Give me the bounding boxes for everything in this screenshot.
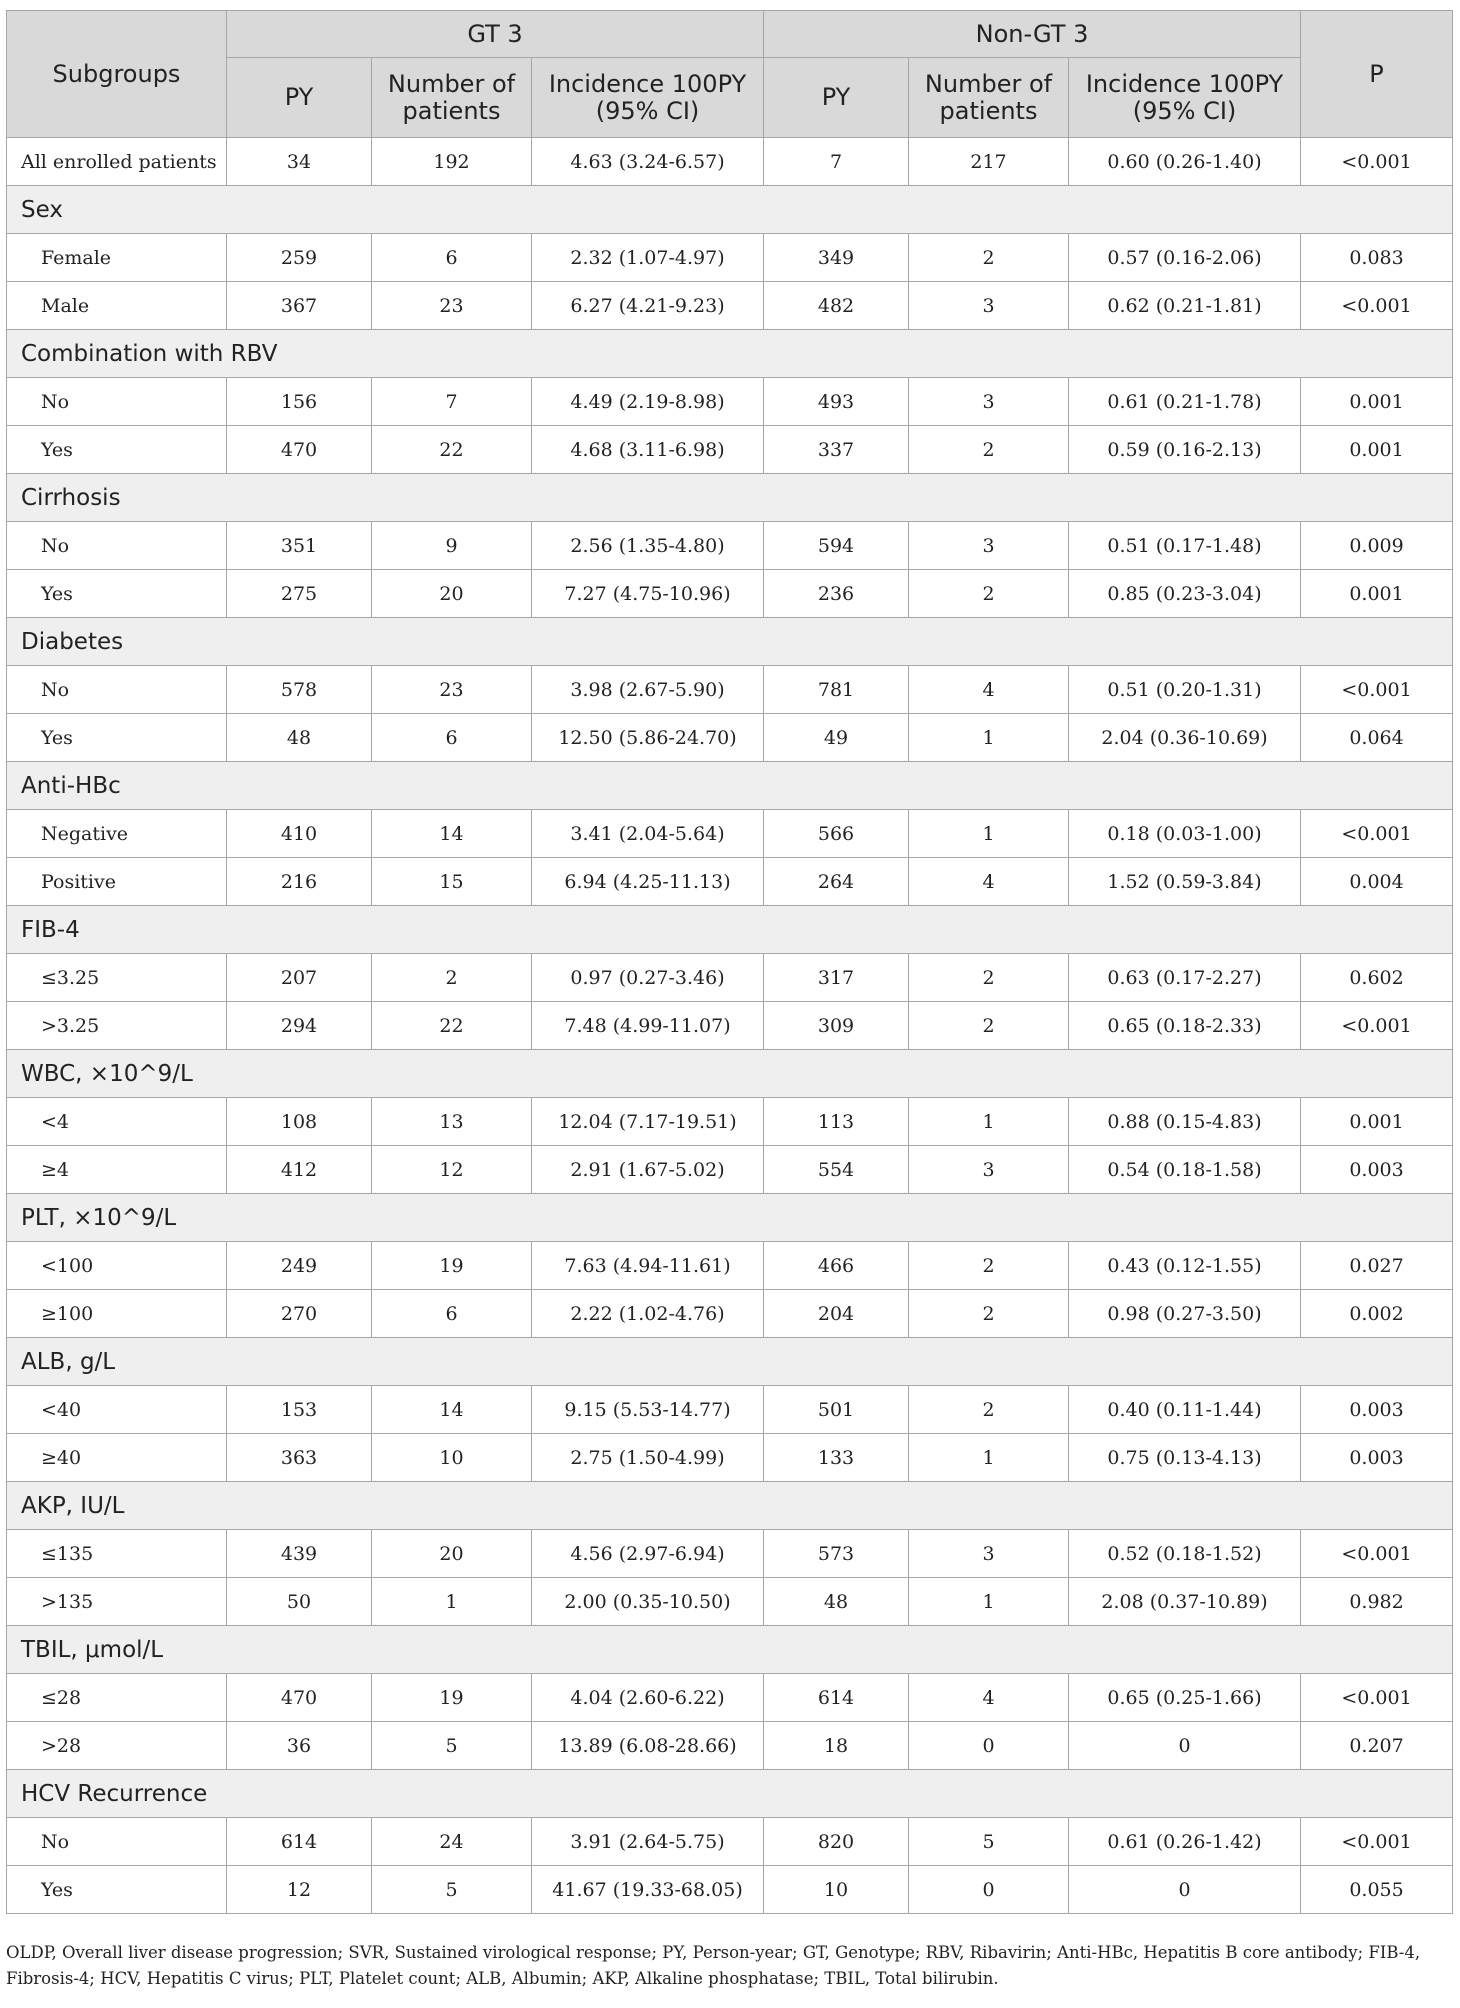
gt3-incidence-cell: 12.04 (7.17-19.51)	[532, 1098, 764, 1146]
nongt3-patients-cell: 4	[909, 858, 1069, 906]
nongt3-incidence-cell: 0.51 (0.17-1.48)	[1069, 522, 1301, 570]
table-row	[7, 1146, 1453, 1194]
gt3-py-cell: 294	[227, 1002, 372, 1050]
nongt3-incidence-cell: 1.52 (0.59-3.84)	[1069, 858, 1301, 906]
gt3-incidence-cell: 3.91 (2.64-5.75)	[532, 1818, 764, 1866]
table-row	[7, 1530, 1453, 1578]
table-row	[7, 1434, 1453, 1482]
p-value-cell: 0.009	[1301, 522, 1453, 570]
table-body	[7, 138, 1453, 1914]
gt3-patients-cell: 23	[372, 666, 532, 714]
gt3-patients-cell: 2	[372, 954, 532, 1002]
table-row	[7, 570, 1453, 618]
table-footnote: OLDP, Overall liver disease progression; SVR, Sustained virological response; PY, Person-year; GT, Genotype; RBV, Ribavirin; Anti-HBc, Hepatitis B core antibody; FIB-4, Fibrosis-4; HCV, Hepatitis C virus; PLT, Platelet count; ALB, Albumin; AKP, Alkaline phosphatase; TBIL, Total bilirubin.	[6, 1943, 1421, 1988]
gt3-py-cell: 439	[227, 1530, 372, 1578]
group-header-row	[7, 330, 1453, 378]
row-label: ≥40	[7, 1434, 227, 1482]
group-header-row	[7, 1482, 1453, 1530]
nongt3-py-cell: 594	[764, 522, 909, 570]
gt3-py-cell: 249	[227, 1242, 372, 1290]
nongt3-patients-cell: 2	[909, 234, 1069, 282]
table-row	[7, 522, 1453, 570]
gt3-incidence-cell: 7.27 (4.75-10.96)	[532, 570, 764, 618]
gt3-incidence-cell: 4.63 (3.24-6.57)	[532, 138, 764, 186]
gt3-patients-cell: 1	[372, 1578, 532, 1626]
nongt3-patients-cell: 5	[909, 1818, 1069, 1866]
table-row	[7, 810, 1453, 858]
table-row	[7, 138, 1453, 186]
group-header-row	[7, 186, 1453, 234]
p-value-cell: 0.001	[1301, 426, 1453, 474]
row-label: >28	[7, 1722, 227, 1770]
row-label: Negative	[7, 810, 227, 858]
p-value-cell: 0.003	[1301, 1434, 1453, 1482]
p-value-cell: 0.002	[1301, 1290, 1453, 1338]
nongt3-header: Non-GT 3	[764, 11, 1301, 58]
gt3-incidence-cell: 2.32 (1.07-4.97)	[532, 234, 764, 282]
gt3-incidence-cell: 2.56 (1.35-4.80)	[532, 522, 764, 570]
gt3-patients-cell: 7	[372, 378, 532, 426]
row-label: All enrolled patients	[7, 138, 227, 186]
gt3-incidence-cell: 4.04 (2.60-6.22)	[532, 1674, 764, 1722]
gt3-py-cell: 48	[227, 714, 372, 762]
group-label: Sex	[7, 186, 1453, 234]
nongt3-incidence-header: Incidence 100PY (95% CI)	[1069, 58, 1301, 138]
nongt3-patients-cell: 2	[909, 954, 1069, 1002]
gt3-patients-header: Number of patients	[372, 58, 532, 138]
nongt3-incidence-cell: 0.60 (0.26-1.40)	[1069, 138, 1301, 186]
p-value-cell: 0.055	[1301, 1866, 1453, 1914]
gt3-patients-cell: 19	[372, 1242, 532, 1290]
nongt3-incidence-cell: 0.61 (0.21-1.78)	[1069, 378, 1301, 426]
row-label: ≤3.25	[7, 954, 227, 1002]
gt3-py-cell: 216	[227, 858, 372, 906]
row-label: Male	[7, 282, 227, 330]
row-label: ≤28	[7, 1674, 227, 1722]
gt3-incidence-cell: 3.98 (2.67-5.90)	[532, 666, 764, 714]
row-label: >135	[7, 1578, 227, 1626]
group-header-row	[7, 618, 1453, 666]
gt3-py-cell: 275	[227, 570, 372, 618]
gt3-patients-cell: 20	[372, 1530, 532, 1578]
nongt3-py-cell: 493	[764, 378, 909, 426]
nongt3-incidence-cell: 0.43 (0.12-1.55)	[1069, 1242, 1301, 1290]
gt3-py-cell: 410	[227, 810, 372, 858]
incidence-table	[6, 10, 1453, 1914]
table-row	[7, 1674, 1453, 1722]
nongt3-incidence-cell: 0.51 (0.20-1.31)	[1069, 666, 1301, 714]
gt3-py-cell: 367	[227, 282, 372, 330]
row-label: No	[7, 666, 227, 714]
p-value-cell: 0.027	[1301, 1242, 1453, 1290]
table-container	[6, 10, 1452, 1914]
gt3-patients-cell: 6	[372, 1290, 532, 1338]
row-label: No	[7, 1818, 227, 1866]
nongt3-py-cell: 18	[764, 1722, 909, 1770]
p-value-cell: <0.001	[1301, 1818, 1453, 1866]
nongt3-incidence-cell: 0	[1069, 1722, 1301, 1770]
gt3-patients-cell: 22	[372, 1002, 532, 1050]
row-label: >3.25	[7, 1002, 227, 1050]
nongt3-patients-cell: 1	[909, 714, 1069, 762]
nongt3-patients-cell: 2	[909, 570, 1069, 618]
gt3-py-cell: 270	[227, 1290, 372, 1338]
row-label: ≥4	[7, 1146, 227, 1194]
table-row	[7, 666, 1453, 714]
nongt3-incidence-cell: 0.85 (0.23-3.04)	[1069, 570, 1301, 618]
table-row	[7, 1386, 1453, 1434]
row-label: Yes	[7, 426, 227, 474]
table-row	[7, 378, 1453, 426]
gt3-patients-cell: 20	[372, 570, 532, 618]
nongt3-py-cell: 236	[764, 570, 909, 618]
gt3-py-cell: 412	[227, 1146, 372, 1194]
nongt3-py-cell: 566	[764, 810, 909, 858]
p-value-cell: <0.001	[1301, 138, 1453, 186]
nongt3-incidence-cell: 0.75 (0.13-4.13)	[1069, 1434, 1301, 1482]
gt3-patients-cell: 23	[372, 282, 532, 330]
group-label: TBIL, μmol/L	[7, 1626, 1453, 1674]
row-label: <100	[7, 1242, 227, 1290]
gt3-py-header: PY	[227, 58, 372, 138]
p-value-cell: <0.001	[1301, 666, 1453, 714]
gt3-incidence-cell: 4.68 (3.11-6.98)	[532, 426, 764, 474]
table-row	[7, 426, 1453, 474]
group-label: WBC, ×10^9/L	[7, 1050, 1453, 1098]
p-header: P	[1301, 11, 1453, 138]
table-row	[7, 234, 1453, 282]
table-row	[7, 1002, 1453, 1050]
group-header-row	[7, 1050, 1453, 1098]
gt3-incidence-cell: 4.49 (2.19-8.98)	[532, 378, 764, 426]
gt3-header: GT 3	[227, 11, 764, 58]
nongt3-py-cell: 133	[764, 1434, 909, 1482]
nongt3-incidence-cell: 0.65 (0.18-2.33)	[1069, 1002, 1301, 1050]
gt3-incidence-cell: 13.89 (6.08-28.66)	[532, 1722, 764, 1770]
gt3-incidence-cell: 2.22 (1.02-4.76)	[532, 1290, 764, 1338]
table-row	[7, 714, 1453, 762]
gt3-patients-cell: 6	[372, 714, 532, 762]
gt3-incidence-cell: 3.41 (2.04-5.64)	[532, 810, 764, 858]
nongt3-patients-cell: 3	[909, 1530, 1069, 1578]
group-label: AKP, IU/L	[7, 1482, 1453, 1530]
p-value-cell: 0.001	[1301, 1098, 1453, 1146]
p-value-cell: 0.064	[1301, 714, 1453, 762]
nongt3-patients-cell: 1	[909, 1578, 1069, 1626]
nongt3-incidence-cell: 0.57 (0.16-2.06)	[1069, 234, 1301, 282]
group-header-row	[7, 1338, 1453, 1386]
row-label: No	[7, 522, 227, 570]
row-label: Positive	[7, 858, 227, 906]
gt3-py-cell: 108	[227, 1098, 372, 1146]
row-label: Female	[7, 234, 227, 282]
gt3-patients-cell: 9	[372, 522, 532, 570]
p-value-cell: 0.083	[1301, 234, 1453, 282]
group-label: FIB-4	[7, 906, 1453, 954]
nongt3-py-cell: 309	[764, 1002, 909, 1050]
gt3-incidence-header: Incidence 100PY (95% CI)	[532, 58, 764, 138]
gt3-patients-cell: 22	[372, 426, 532, 474]
row-label: <4	[7, 1098, 227, 1146]
table-row	[7, 1290, 1453, 1338]
nongt3-patients-cell: 3	[909, 522, 1069, 570]
nongt3-py-cell: 781	[764, 666, 909, 714]
gt3-py-cell: 34	[227, 138, 372, 186]
nongt3-incidence-cell: 0	[1069, 1866, 1301, 1914]
gt3-py-cell: 50	[227, 1578, 372, 1626]
header-row-1	[7, 11, 1453, 58]
nongt3-incidence-cell: 0.62 (0.21-1.81)	[1069, 282, 1301, 330]
gt3-patients-cell: 24	[372, 1818, 532, 1866]
nongt3-patients-cell: 2	[909, 1002, 1069, 1050]
p-value-cell: 0.602	[1301, 954, 1453, 1002]
group-label: ALB, g/L	[7, 1338, 1453, 1386]
row-label: Yes	[7, 1866, 227, 1914]
gt3-patients-cell: 14	[372, 810, 532, 858]
gt3-patients-cell: 10	[372, 1434, 532, 1482]
gt3-incidence-cell: 0.97 (0.27-3.46)	[532, 954, 764, 1002]
gt3-patients-cell: 6	[372, 234, 532, 282]
group-label: PLT, ×10^9/L	[7, 1194, 1453, 1242]
nongt3-py-cell: 264	[764, 858, 909, 906]
group-label: Combination with RBV	[7, 330, 1453, 378]
table-row	[7, 858, 1453, 906]
p-value-cell: 0.003	[1301, 1146, 1453, 1194]
nongt3-patients-header: Number of patients	[909, 58, 1069, 138]
p-value-cell: <0.001	[1301, 1002, 1453, 1050]
nongt3-incidence-cell: 2.08 (0.37-10.89)	[1069, 1578, 1301, 1626]
row-label: ≤135	[7, 1530, 227, 1578]
nongt3-py-header: PY	[764, 58, 909, 138]
group-label: HCV Recurrence	[7, 1770, 1453, 1818]
gt3-patients-cell: 13	[372, 1098, 532, 1146]
gt3-py-cell: 614	[227, 1818, 372, 1866]
row-label: <40	[7, 1386, 227, 1434]
group-label: Diabetes	[7, 618, 1453, 666]
group-header-row	[7, 1194, 1453, 1242]
table-row	[7, 1242, 1453, 1290]
nongt3-incidence-cell: 0.61 (0.26-1.42)	[1069, 1818, 1301, 1866]
group-label: Anti-HBc	[7, 762, 1453, 810]
nongt3-patients-cell: 2	[909, 1386, 1069, 1434]
gt3-incidence-cell: 6.27 (4.21-9.23)	[532, 282, 764, 330]
gt3-py-cell: 363	[227, 1434, 372, 1482]
group-header-row	[7, 906, 1453, 954]
nongt3-incidence-cell: 0.40 (0.11-1.44)	[1069, 1386, 1301, 1434]
gt3-py-cell: 36	[227, 1722, 372, 1770]
gt3-patients-cell: 12	[372, 1146, 532, 1194]
nongt3-patients-cell: 1	[909, 1434, 1069, 1482]
gt3-patients-cell: 192	[372, 138, 532, 186]
gt3-patients-cell: 14	[372, 1386, 532, 1434]
nongt3-py-cell: 337	[764, 426, 909, 474]
nongt3-py-cell: 482	[764, 282, 909, 330]
nongt3-incidence-cell: 0.65 (0.25-1.66)	[1069, 1674, 1301, 1722]
nongt3-incidence-cell: 0.52 (0.18-1.52)	[1069, 1530, 1301, 1578]
nongt3-patients-cell: 2	[909, 1290, 1069, 1338]
gt3-incidence-cell: 6.94 (4.25-11.13)	[532, 858, 764, 906]
group-header-row	[7, 762, 1453, 810]
nongt3-patients-cell: 1	[909, 1098, 1069, 1146]
nongt3-py-cell: 204	[764, 1290, 909, 1338]
gt3-incidence-cell: 4.56 (2.97-6.94)	[532, 1530, 764, 1578]
row-label: Yes	[7, 570, 227, 618]
nongt3-patients-cell: 2	[909, 426, 1069, 474]
nongt3-py-cell: 49	[764, 714, 909, 762]
nongt3-incidence-cell: 0.54 (0.18-1.58)	[1069, 1146, 1301, 1194]
group-label: Cirrhosis	[7, 474, 1453, 522]
nongt3-patients-cell: 0	[909, 1722, 1069, 1770]
nongt3-py-cell: 317	[764, 954, 909, 1002]
nongt3-patients-cell: 4	[909, 666, 1069, 714]
p-value-cell: 0.982	[1301, 1578, 1453, 1626]
nongt3-patients-cell: 1	[909, 810, 1069, 858]
p-value-cell: 0.001	[1301, 378, 1453, 426]
gt3-py-cell: 578	[227, 666, 372, 714]
nongt3-patients-cell: 217	[909, 138, 1069, 186]
gt3-patients-cell: 5	[372, 1722, 532, 1770]
nongt3-incidence-cell: 0.98 (0.27-3.50)	[1069, 1290, 1301, 1338]
nongt3-py-cell: 573	[764, 1530, 909, 1578]
subgroups-header: Subgroups	[7, 11, 227, 138]
row-label: No	[7, 378, 227, 426]
nongt3-incidence-cell: 0.59 (0.16-2.13)	[1069, 426, 1301, 474]
gt3-patients-cell: 5	[372, 1866, 532, 1914]
group-header-row	[7, 1770, 1453, 1818]
gt3-py-cell: 259	[227, 234, 372, 282]
group-header-row	[7, 474, 1453, 522]
row-label: ≥100	[7, 1290, 227, 1338]
table-row	[7, 1578, 1453, 1626]
p-value-cell: <0.001	[1301, 282, 1453, 330]
table-row	[7, 282, 1453, 330]
p-value-cell: <0.001	[1301, 810, 1453, 858]
nongt3-py-cell: 113	[764, 1098, 909, 1146]
nongt3-patients-cell: 0	[909, 1866, 1069, 1914]
gt3-py-cell: 207	[227, 954, 372, 1002]
nongt3-patients-cell: 2	[909, 1242, 1069, 1290]
gt3-incidence-cell: 9.15 (5.53-14.77)	[532, 1386, 764, 1434]
nongt3-patients-cell: 4	[909, 1674, 1069, 1722]
gt3-incidence-cell: 12.50 (5.86-24.70)	[532, 714, 764, 762]
nongt3-incidence-cell: 2.04 (0.36-10.69)	[1069, 714, 1301, 762]
nongt3-incidence-cell: 0.18 (0.03-1.00)	[1069, 810, 1301, 858]
gt3-incidence-cell: 7.48 (4.99-11.07)	[532, 1002, 764, 1050]
nongt3-py-cell: 501	[764, 1386, 909, 1434]
gt3-incidence-cell: 2.91 (1.67-5.02)	[532, 1146, 764, 1194]
nongt3-py-cell: 10	[764, 1866, 909, 1914]
nongt3-incidence-cell: 0.88 (0.15-4.83)	[1069, 1098, 1301, 1146]
group-header-row	[7, 1626, 1453, 1674]
p-value-cell: 0.003	[1301, 1386, 1453, 1434]
row-label: Yes	[7, 714, 227, 762]
table-row	[7, 1098, 1453, 1146]
gt3-py-cell: 12	[227, 1866, 372, 1914]
nongt3-py-cell: 48	[764, 1578, 909, 1626]
table-row	[7, 1722, 1453, 1770]
gt3-patients-cell: 19	[372, 1674, 532, 1722]
table-row	[7, 1818, 1453, 1866]
table-row	[7, 954, 1453, 1002]
p-value-cell: <0.001	[1301, 1674, 1453, 1722]
nongt3-py-cell: 820	[764, 1818, 909, 1866]
nongt3-py-cell: 614	[764, 1674, 909, 1722]
gt3-patients-cell: 15	[372, 858, 532, 906]
gt3-py-cell: 156	[227, 378, 372, 426]
nongt3-incidence-cell: 0.63 (0.17-2.27)	[1069, 954, 1301, 1002]
nongt3-py-cell: 554	[764, 1146, 909, 1194]
gt3-incidence-cell: 2.00 (0.35-10.50)	[532, 1578, 764, 1626]
p-value-cell: 0.004	[1301, 858, 1453, 906]
p-value-cell: <0.001	[1301, 1530, 1453, 1578]
gt3-py-cell: 153	[227, 1386, 372, 1434]
nongt3-patients-cell: 3	[909, 378, 1069, 426]
gt3-incidence-cell: 2.75 (1.50-4.99)	[532, 1434, 764, 1482]
p-value-cell: 0.001	[1301, 570, 1453, 618]
gt3-incidence-cell: 7.63 (4.94-11.61)	[532, 1242, 764, 1290]
nongt3-patients-cell: 3	[909, 282, 1069, 330]
p-value-cell: 0.207	[1301, 1722, 1453, 1770]
gt3-incidence-cell: 41.67 (19.33-68.05)	[532, 1866, 764, 1914]
gt3-py-cell: 470	[227, 426, 372, 474]
gt3-py-cell: 470	[227, 1674, 372, 1722]
nongt3-py-cell: 466	[764, 1242, 909, 1290]
nongt3-py-cell: 349	[764, 234, 909, 282]
nongt3-py-cell: 7	[764, 138, 909, 186]
nongt3-patients-cell: 3	[909, 1146, 1069, 1194]
table-row	[7, 1866, 1453, 1914]
gt3-py-cell: 351	[227, 522, 372, 570]
